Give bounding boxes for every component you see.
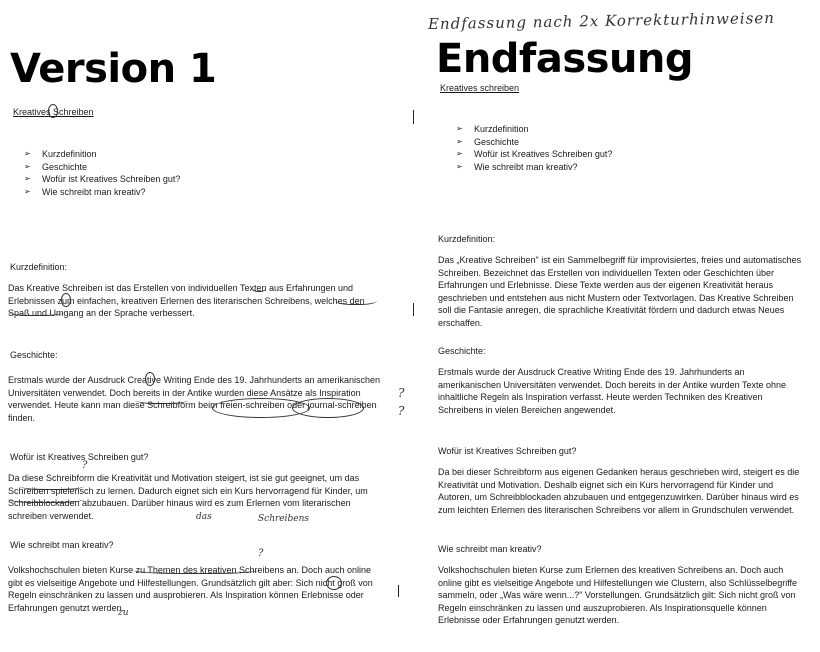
- section-title-geschichte: Geschichte:: [438, 346, 486, 356]
- handwritten-question-mark: ?: [258, 548, 264, 559]
- ink-circle: [292, 398, 364, 418]
- handwritten-schreibens: Schreibens: [258, 514, 310, 524]
- document-title: Kreatives schreiben: [440, 83, 520, 93]
- section-title-wie: Wie schreibt man kreativ?: [10, 540, 114, 550]
- arrow-bullet-icon: ➢: [24, 174, 31, 183]
- final-version-page: [410, 0, 820, 652]
- wavy-underline: [136, 395, 188, 404]
- handwritten-das: das: [196, 512, 212, 522]
- ink-circle: [61, 293, 71, 307]
- toc-item: ➢ Geschichte: [24, 161, 88, 172]
- toc-item: ➢ Kurzdefinition: [24, 149, 97, 159]
- arrow-bullet-icon: ➢: [456, 161, 463, 171]
- arrow-bullet-icon: ➢: [456, 149, 463, 158]
- section-body-wofuer: Da diese Schreibform die Kreativität und Motivation steigert, ist sie gut geeignet, um das Schreiben spielerisch zu lernen. Dadurch eignet sich ein Kurs hervorragend für Kinder, um Schreibblockaden abzubauen. Darüber hinaus wird es zum Erlernen vom literarischen schreiben verwendet.: [8, 473, 368, 521]
- arrow-bullet-icon: ➢: [24, 149, 31, 158]
- section-body-wie: Volkshochschulen bieten Kurse zum Erlernen des kreativen Schreibens an. Doch auch online gibt es vielseitige Angebote und Hilfestellungen wie Clustern, also Schlüsselbegriffe sammeln, oder „Was wäre wenn...?" Vorstellungen. Grundsätzlich gilt: Sich nicht groß von Regeln einschränken zu lassen und auszuprobieren. Als Inspirationsquelle können Erlebnisse oder Erfahrungen genutzt werden.: [438, 565, 798, 626]
- arrow-bullet-icon: ➢: [456, 136, 463, 146]
- section-title-wie: Wie schreibt man kreativ?: [438, 544, 542, 554]
- wavy-underline: [8, 494, 84, 503]
- wavy-underline: [8, 307, 64, 316]
- section-body-kurzdefinition: Das „Kreative Schreiben" ist ein Sammelbegriff für improvisiertes, freies und automatisches Schreiben. Bezeichnet das Erstellen von individuellen Texten oder Geschichten über Erfahrungen und Erlebnisse. Diese Texte werden aus der eigenen Kreativität heraus geschrieben und entstehen aus nicht Mustern oder Textvorlagen. Das Kreative Schreiben soll die Fantasie anregen, die sprachliche Kreativität fördern und dadurch etwas Neues erschaffen.: [438, 255, 802, 328]
- section-title-geschichte: Geschichte:: [10, 350, 58, 360]
- wavy-underline: [252, 281, 266, 292]
- version-heading: Version 1: [10, 46, 217, 92]
- handwritten-question-mark: ?: [398, 386, 405, 400]
- handwritten-top-note: Endfassung nach 2x Korrekturhinweisen: [427, 8, 776, 34]
- toc-item: ➢ Geschichte: [456, 136, 520, 147]
- section-title-kurzdefinition: Kurzdefinition:: [10, 262, 68, 272]
- section-title-wofuer: Wofür ist Kreatives Schreiben gut?: [10, 452, 149, 462]
- arrow-bullet-icon: ➢: [456, 124, 463, 133]
- document-title: Kreatives Schreiben: [13, 107, 94, 117]
- toc-item: ➢ Wofür ist Kreatives Schreiben gut?: [24, 174, 181, 184]
- toc-item: ➢ Kurzdefinition: [456, 124, 529, 134]
- ink-circle: [326, 576, 342, 590]
- wavy-underline: [20, 481, 84, 490]
- section-body-kurzdefinition: Das Kreative Schreiben ist das Erstellen von individuellen Texten aus Erfahrungen und Erlebnissen zum einfachen, kreativen Erlernen des literarischen Schreibens, welches den Spaß und Umgang an der Sprache verbessert.: [8, 283, 365, 319]
- arrow-bullet-icon: ➢: [24, 161, 31, 171]
- section-body-geschichte: Erstmals wurde der Ausdruck Creative Writing Ende des 19. Jahrhunderts an amerikanischen Universitäten verwendet. Doch bereits in der Antike wurden diese Ansätze als Inspiration verwendet. Heute kann man diese Schreibform beim freien-schreiben oder journal-schreiben finden.: [8, 375, 381, 423]
- section-body-wofuer: Da bei dieser Schreibform aus eigenen Gedanken heraus geschrieben wird, steigert es die Kreativität und Motivation. Deshalb eignet sich ein Kurs hervorragend für Kinder und Autoren, um Schreibblockaden abzubauen und entgegenzuwirken. Darüber hinaus wird es zum leichten Erlernen des literarischen Schreibens vor allem in Grundschulen verwendet.: [438, 467, 800, 515]
- handwritten-question-mark: ?: [82, 460, 88, 471]
- handwritten-question-mark: ?: [398, 404, 405, 418]
- wavy-underline: [132, 564, 260, 574]
- table-of-contents: [456, 124, 612, 174]
- margin-mark: [398, 585, 399, 597]
- section-body-wie: Volkshochschulen bieten Kurse zu Themen des kreativen Schreibens an. Doch auch online gibt es vielseitige Angebote und Hilfestellungen. Grundsätzlich gilt aber: Sich nicht groß von Regeln einschränken zu lassen und ausprobieren. Als Inspiration können Erlebnisse oder Erfahrungen genutzt werden.: [8, 565, 373, 613]
- section-body-geschichte: Erstmals wurde der Ausdruck Creative Writing Ende des 19. Jahrhunderts an amerikanischen Universitäten verwendet. Doch bereits in der Antike wurden Texte ohne inhaltliche Regeln als Inspiration verfasst. Heute werden Techniken des Kreativen Schreibens in vielen Bereichen angewendet.: [438, 367, 787, 415]
- section-title-wofuer: Wofür ist Kreatives Schreiben gut?: [438, 446, 577, 456]
- wavy-underline: [335, 294, 377, 305]
- final-heading: Endfassung: [436, 36, 694, 82]
- toc-item: ➢ Wofür ist Kreatives Schreiben gut?: [456, 149, 613, 159]
- handwritten-zu: zu: [118, 608, 129, 618]
- section-title-kurzdefinition: Kurzdefinition:: [438, 234, 496, 244]
- ink-circle: [48, 104, 58, 118]
- ink-circle: [145, 372, 155, 386]
- margin-mark: [413, 110, 414, 124]
- table-of-contents: [24, 149, 180, 199]
- toc-item: ➢ Wie schreibt man kreativ?: [24, 186, 146, 197]
- arrow-bullet-icon: ➢: [24, 186, 31, 196]
- toc-item: ➢ Wie schreibt man kreativ?: [456, 161, 578, 172]
